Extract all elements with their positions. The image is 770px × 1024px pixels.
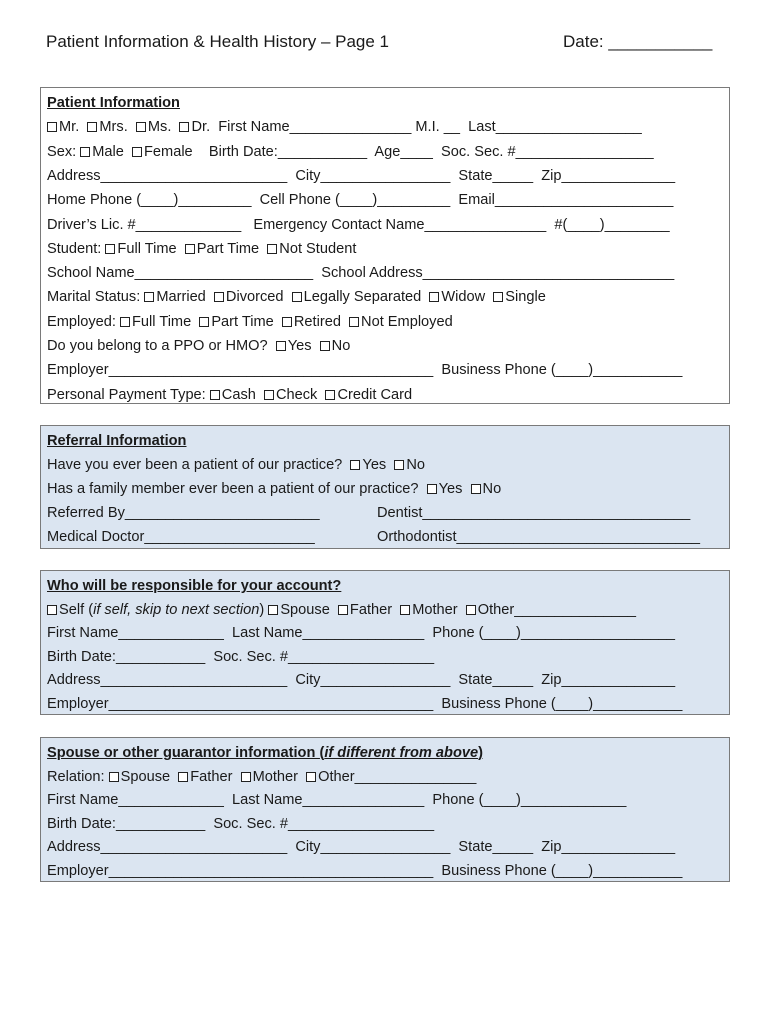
field-left[interactable]: Employer________________________________________ Business Phone (____)___________	[47, 863, 683, 879]
section-patient-information	[40, 87, 730, 404]
form-field-row[interactable]	[47, 311, 725, 333]
checkbox[interactable]	[136, 122, 146, 132]
form-field-row[interactable]	[47, 286, 725, 308]
field-left[interactable]: Birth Date:___________ Soc. Sec. #__________________	[47, 648, 435, 665]
checkbox[interactable]	[400, 605, 410, 615]
field-left[interactable]: Self (if self, skip to next section) Spouse Father Mother Other_______________	[47, 599, 636, 621]
field-left[interactable]: Sex: Male Female Birth Date:___________ Age____ Soc. Sec. #_________________	[47, 143, 654, 160]
form-title: Patient Information & Health History – Page 1	[46, 32, 390, 51]
checkbox[interactable]	[264, 390, 274, 400]
form-field-row[interactable]	[47, 599, 725, 621]
checkbox[interactable]	[427, 484, 437, 494]
checkbox[interactable]	[47, 122, 57, 132]
form-field-row[interactable]	[47, 116, 725, 138]
date-field[interactable]: Date: ___________	[563, 32, 713, 51]
form-field-row[interactable]	[47, 813, 725, 835]
form-field-row[interactable]	[47, 359, 725, 381]
field-left[interactable]: Employed: Full Time Part Time Retired Not Employed	[47, 313, 453, 330]
checkbox[interactable]	[306, 772, 316, 782]
field-left[interactable]: Address_______________________ City________________ State_____ Zip______________	[47, 839, 676, 856]
field-left[interactable]: Has a family member ever been a patient of our practice? Yes No	[47, 481, 502, 497]
checkbox[interactable]	[87, 122, 97, 132]
form-field-row[interactable]	[47, 646, 725, 668]
field-left[interactable]: First Name_____________ Last Name_______________ Phone (____)_____________	[47, 792, 627, 809]
checkbox[interactable]	[268, 605, 278, 615]
form-field-row[interactable]	[47, 262, 725, 284]
checkbox[interactable]	[394, 460, 404, 470]
field-left[interactable]: Address_______________________ City________________ State_____ Zip______________	[47, 672, 676, 689]
checkbox[interactable]	[471, 484, 481, 494]
field-left[interactable]: Birth Date:___________ Soc. Sec. #__________________	[47, 815, 435, 832]
checkbox[interactable]	[325, 390, 335, 400]
section-heading: Who will be responsible for your account?	[47, 578, 342, 594]
form-field-row[interactable]	[47, 693, 725, 715]
checkbox[interactable]	[320, 341, 330, 351]
field-left[interactable]: Relation: Spouse Father Mother Other_______________	[47, 768, 477, 785]
checkbox[interactable]	[282, 317, 292, 327]
checkbox[interactable]	[276, 341, 286, 351]
section-referral-information	[40, 425, 730, 549]
form-field-row[interactable]	[47, 478, 725, 500]
field-left[interactable]: Employer________________________________________ Business Phone (____)___________	[47, 696, 683, 712]
field-right[interactable]: Dentist_________________________________	[377, 505, 691, 521]
checkbox[interactable]	[338, 605, 348, 615]
checkbox[interactable]	[105, 244, 115, 254]
form-field-row[interactable]	[47, 384, 725, 406]
form-field-row[interactable]	[47, 189, 725, 211]
section-spouse-guarantor	[40, 737, 730, 882]
form-field-row[interactable]	[47, 836, 725, 858]
checkbox[interactable]	[267, 244, 277, 254]
field-left[interactable]: Student: Full Time Part Time Not Student	[47, 240, 357, 257]
form-field-row[interactable]	[47, 214, 725, 236]
checkbox[interactable]	[493, 292, 503, 302]
section-heading: Spouse or other guarantor information (if different from above)	[47, 745, 483, 761]
checkbox[interactable]	[350, 460, 360, 470]
field-left[interactable]: Marital Status: Married Divorced Legally Separated Widow Single	[47, 289, 546, 306]
checkbox[interactable]	[466, 605, 476, 615]
field-left[interactable]: First Name_____________ Last Name_______________ Phone (____)___________________	[47, 625, 676, 642]
field-left[interactable]: Address_______________________ City________________ State_____ Zip______________	[47, 167, 676, 184]
form-field-row[interactable]	[47, 335, 725, 357]
checkbox[interactable]	[178, 772, 188, 782]
field-left[interactable]: Medical Doctor_____________________	[47, 529, 315, 545]
checkbox[interactable]	[241, 772, 251, 782]
section-heading: Patient Information	[47, 95, 180, 111]
field-left[interactable]: Do you belong to a PPO or HMO? Yes No	[47, 338, 351, 354]
section-heading: Referral Information	[47, 433, 187, 449]
field-left[interactable]: Have you ever been a patient of our practice? Yes No	[47, 457, 425, 473]
field-left[interactable]: Home Phone (____)_________ Cell Phone (____)_________ Email______________________	[47, 192, 674, 209]
checkbox[interactable]	[80, 147, 90, 157]
form-field-row[interactable]	[47, 622, 725, 644]
field-left[interactable]: Personal Payment Type: Cash Check Credit Card	[47, 386, 413, 403]
checkbox[interactable]	[292, 292, 302, 302]
field-left[interactable]: Employer________________________________________ Business Phone (____)___________	[47, 362, 683, 379]
field-right[interactable]: Orthodontist______________________________	[377, 529, 700, 545]
form-field-row[interactable]	[47, 502, 725, 524]
form-field-row[interactable]	[47, 165, 725, 187]
checkbox[interactable]	[429, 292, 439, 302]
checkbox[interactable]	[179, 122, 189, 132]
checkbox[interactable]	[210, 390, 220, 400]
checkbox[interactable]	[185, 244, 195, 254]
form-field-row[interactable]	[47, 238, 725, 260]
checkbox[interactable]	[109, 772, 119, 782]
form-field-row[interactable]	[47, 860, 725, 882]
field-left[interactable]: Referred By________________________	[47, 505, 320, 521]
form-field-row[interactable]	[47, 526, 725, 548]
section-responsible-party	[40, 570, 730, 715]
checkbox[interactable]	[120, 317, 130, 327]
form-field-row[interactable]	[47, 141, 725, 163]
checkbox[interactable]	[199, 317, 209, 327]
form-field-row[interactable]	[47, 766, 725, 788]
checkbox[interactable]	[214, 292, 224, 302]
checkbox[interactable]	[144, 292, 154, 302]
field-left[interactable]: School Name______________________ School Address_______________________________	[47, 265, 675, 282]
field-left[interactable]: Mr. Mrs. Ms. Dr. First Name_______________ M.I. __ Last__________________	[47, 116, 642, 138]
checkbox[interactable]	[349, 317, 359, 327]
form-field-row[interactable]	[47, 669, 725, 691]
checkbox[interactable]	[47, 605, 57, 615]
field-left[interactable]: Driver’s Lic. #_____________ Emergency Contact Name_______________ #(____)________	[47, 216, 670, 233]
form-field-row[interactable]	[47, 789, 725, 811]
form-field-row[interactable]	[47, 454, 725, 476]
checkbox[interactable]	[132, 147, 142, 157]
